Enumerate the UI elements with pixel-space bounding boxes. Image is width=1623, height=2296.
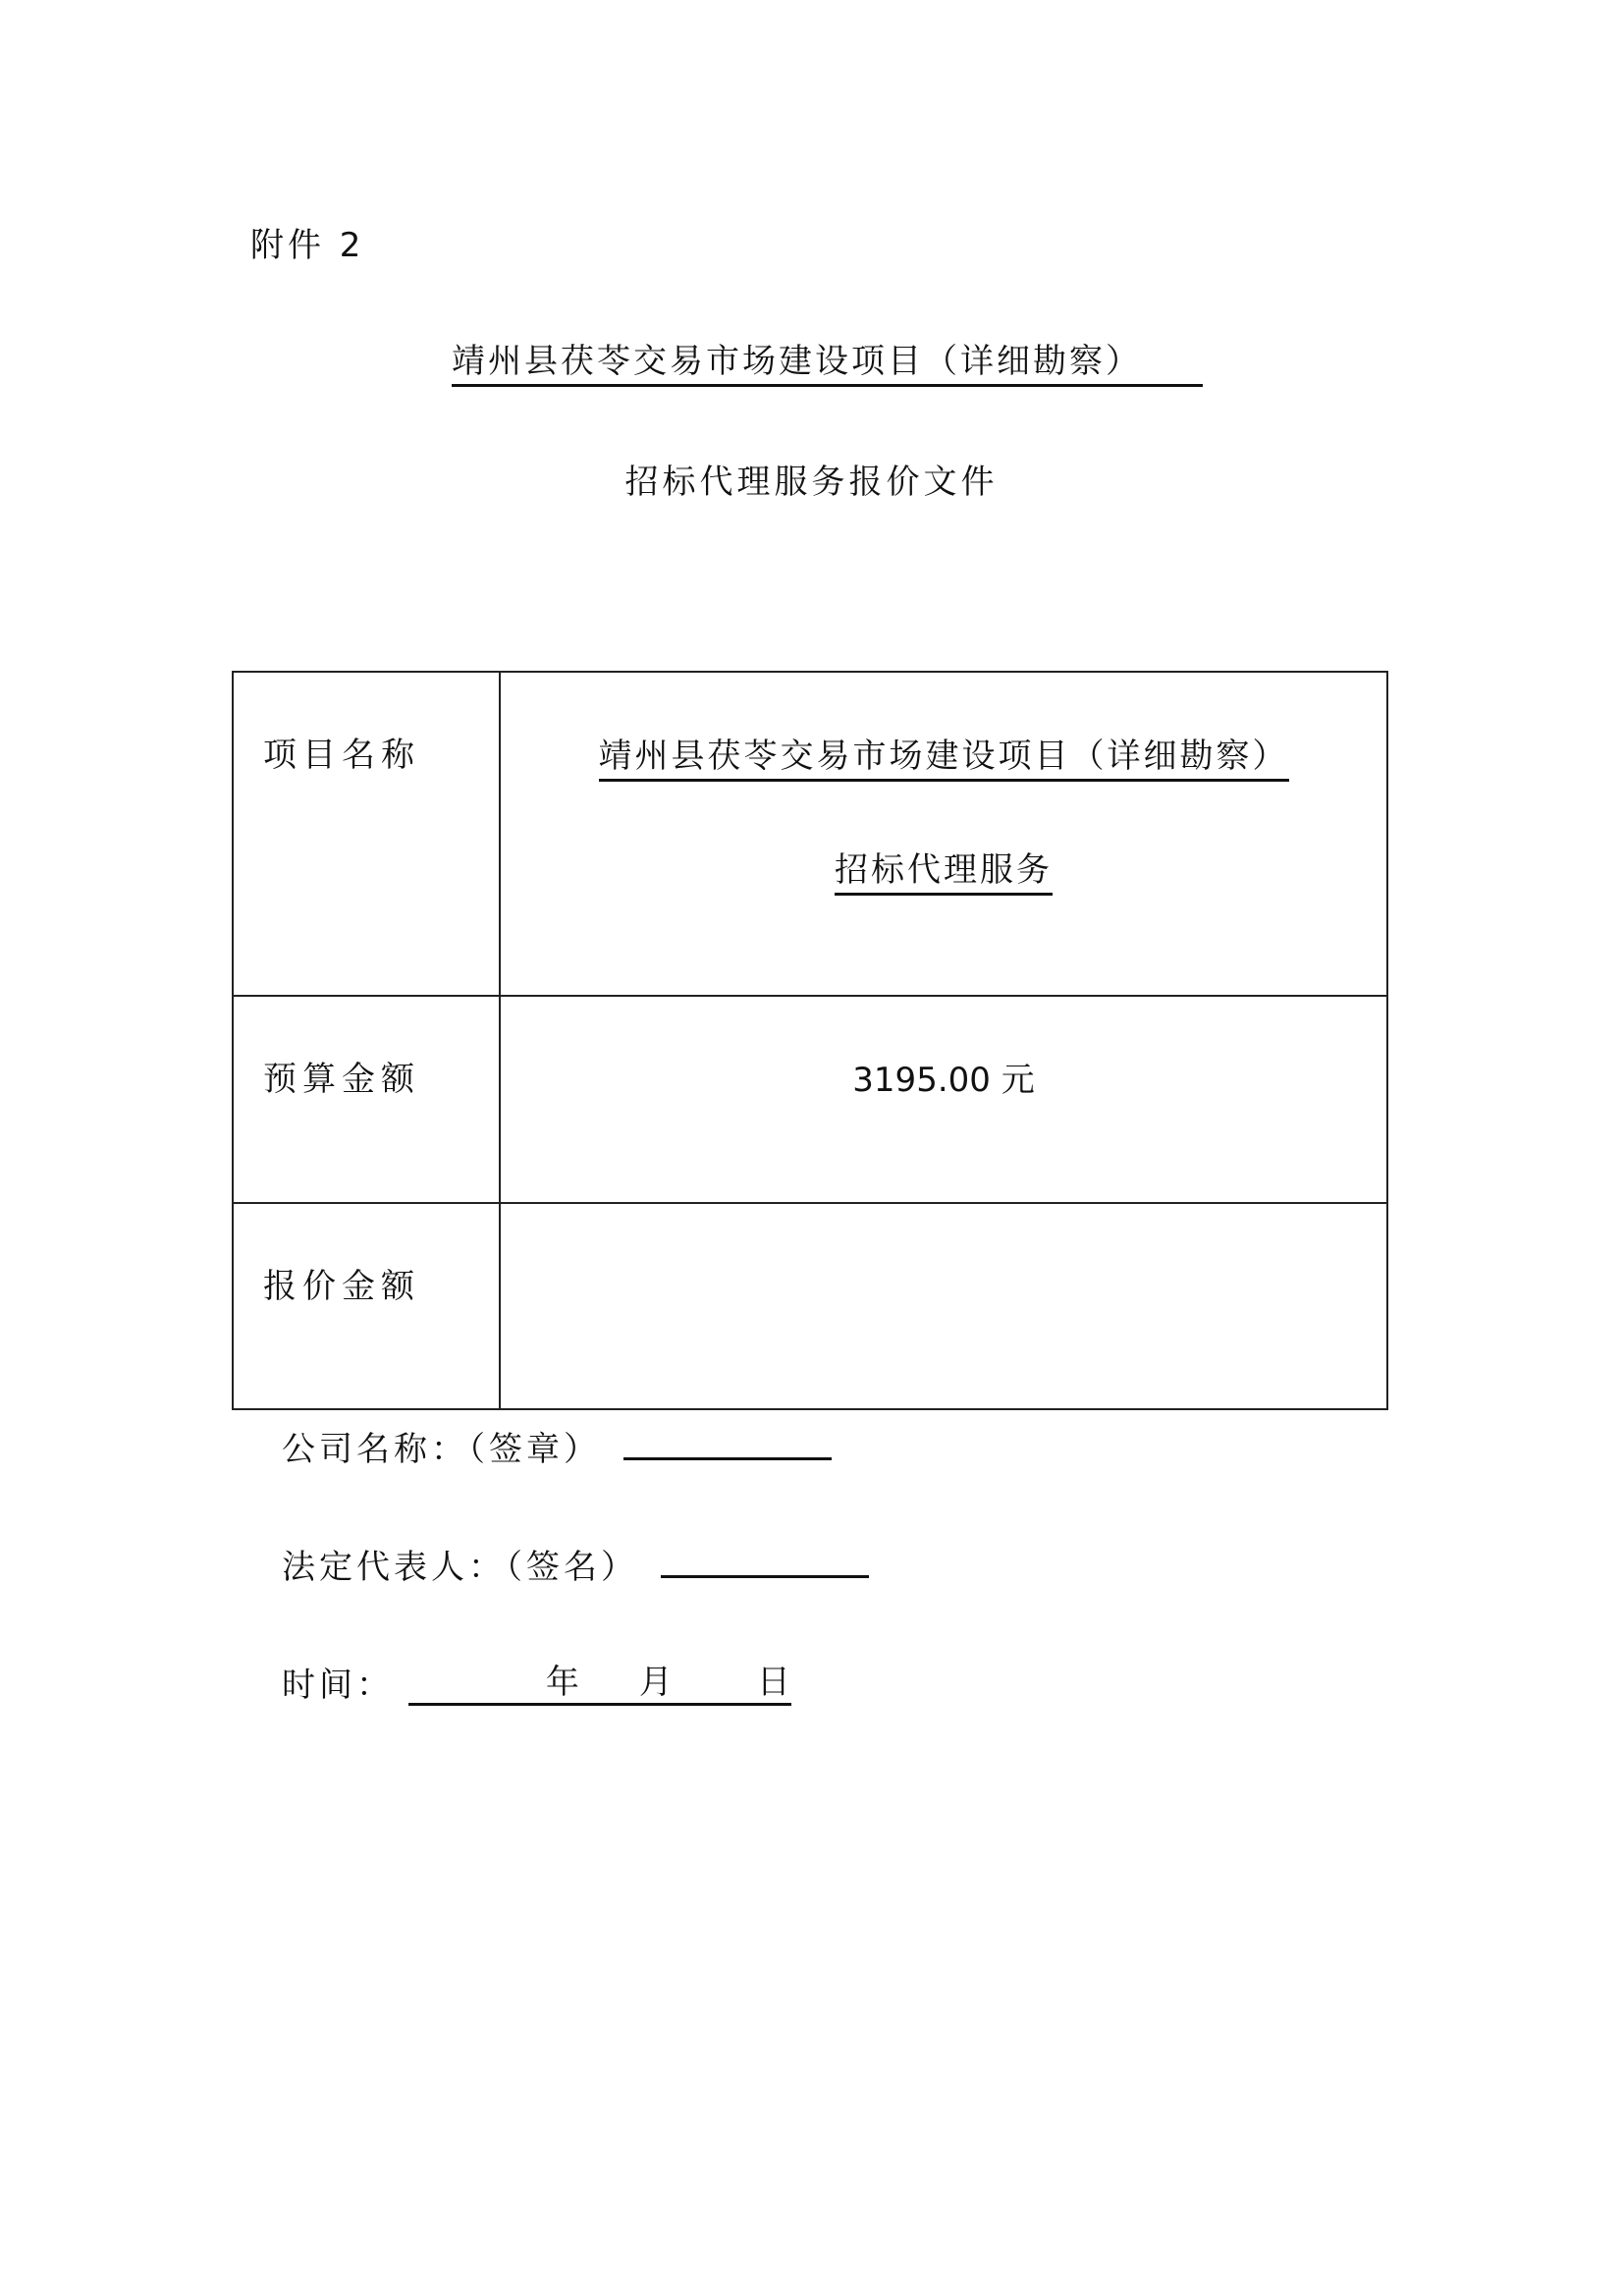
representative-signature-field[interactable] xyxy=(661,1574,869,1578)
quote-label: 报价金额 xyxy=(233,1203,500,1409)
document-title-project: 靖州县茯苓交易市场建设项目（详细勘察） xyxy=(452,334,1203,387)
month-unit: 月 xyxy=(638,1663,676,1702)
project-name-line2: 招标代理服务 xyxy=(835,843,1053,896)
subtitle-text: 招标代理服务报价文件 xyxy=(624,463,999,502)
document-title-subtitle xyxy=(0,455,1623,503)
table-row-project-name xyxy=(233,672,1387,996)
budget-label: 预算金额 xyxy=(233,996,500,1203)
attachment-label: 附件 2 xyxy=(250,226,365,265)
project-name-line1: 靖州县茯苓交易市场建设项目（详细勘察） xyxy=(599,729,1289,782)
company-signature-field[interactable] xyxy=(623,1456,832,1460)
quotation-table xyxy=(232,671,1388,1410)
day-unit: 日 xyxy=(756,1663,794,1702)
quote-amount-field[interactable] xyxy=(500,1203,1387,1409)
project-name-cell xyxy=(500,672,1387,996)
company-signature-row xyxy=(282,1422,832,1470)
date-field[interactable] xyxy=(408,1663,794,1706)
project-name-label: 项目名称 xyxy=(233,672,500,996)
table-row-quote xyxy=(233,1203,1387,1409)
representative-label: 法定代表人：（签名） xyxy=(282,1548,638,1587)
table-row-budget xyxy=(233,996,1387,1203)
year-unit: 年 xyxy=(545,1663,583,1702)
date-label: 时间： xyxy=(282,1666,394,1705)
company-label: 公司名称：（签章） xyxy=(282,1430,601,1469)
budget-amount: 3195.00 元 xyxy=(852,1061,1035,1100)
representative-signature-row xyxy=(282,1540,869,1588)
budget-cell xyxy=(500,996,1387,1203)
date-row xyxy=(282,1658,794,1706)
